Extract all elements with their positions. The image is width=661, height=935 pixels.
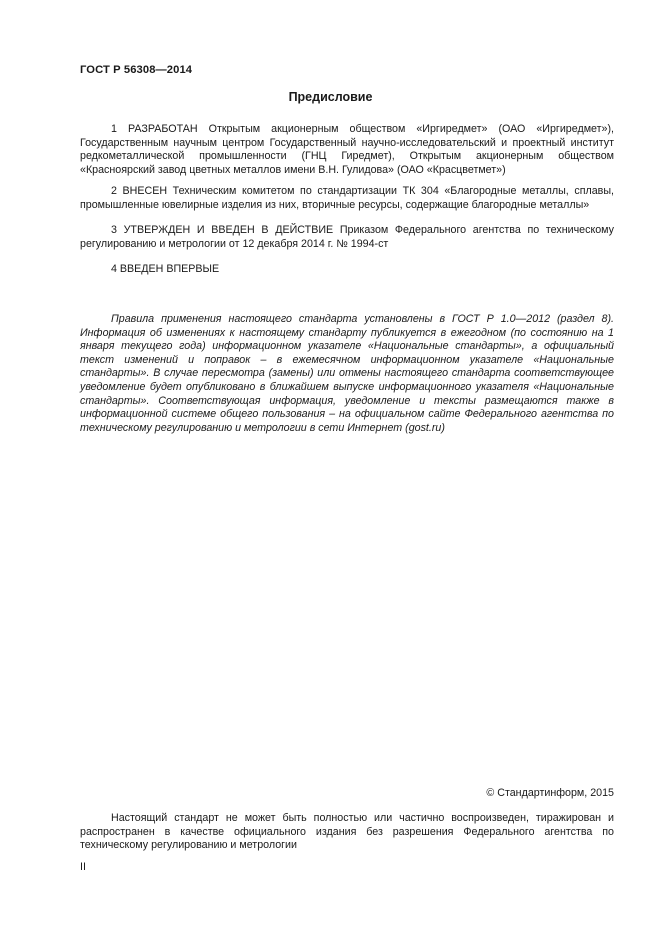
page-number: II <box>80 861 86 873</box>
standard-code: ГОСТ Р 56308—2014 <box>80 64 193 76</box>
paragraph-first-introduced: 4 ВВЕДЕН ВПЕРВЫЕ <box>111 263 220 275</box>
page-title: Предисловие <box>288 90 373 104</box>
reproduction-notice: Настоящий стандарт не может быть полностью или частично воспроизведен, тиражирован и распространен в качестве официального издания без разрешения Федерального агентства по техническому регулированию и метрологии <box>80 812 614 852</box>
paragraph-introduced: 2 ВНЕСЕН Техническим комитетом по стандартизации ТК 304 «Благородные металлы, сплавы, промышленные ювелирные изделия из них, вторичные ресурсы, содержащие благородные металлы» <box>80 185 614 211</box>
application-rules-notice: Правила применения настоящего стандарта установлены в ГОСТ Р 1.0—2012 (раздел 8). Информация об изменениях к настоящему стандарту публикуется в ежегодном (по состоянию на 1 января текущего года) информационном указателе «Национальные стандарты», а официальный текст изменений и поправок – в ежемесячном информационном указателе «Национальные стандарты». В случае пересмотра (замены) или отмены настоящего стандарта соответствующее уведомление будет опубликовано в ближайшем выпуске информационного указателя «Национальные стандарты». Соответствующая информация, уведомление и тексты размещаются также в информационной системе общего пользования – на официальном сайте Федерального агентства по техническому регулированию и метрологии в сети Интернет (gost.ru) <box>80 313 614 434</box>
paragraph-developed: 1 РАЗРАБОТАН Открытым акционерным обществом «Иргиредмет» (ОАО «Иргиредмет»), Государственным научным центром Государственный научно-исследовательский и проектный институт редкометаллической промышленности (ГНЦ Гиредмет), Открытым акционерным обществом «Красноярский завод цветных металлов имени В.Н. Гулидова» (ОАО «Красцветмет») <box>80 123 614 176</box>
copyright: © Стандартинформ, 2015 <box>486 787 614 799</box>
paragraph-approved: 3 УТВЕРЖДЕН И ВВЕДЕН В ДЕЙСТВИЕ Приказом Федерального агентства по техническому регулированию и метрологии от 12 декабря 2014 г. № 1994-ст <box>80 224 614 250</box>
